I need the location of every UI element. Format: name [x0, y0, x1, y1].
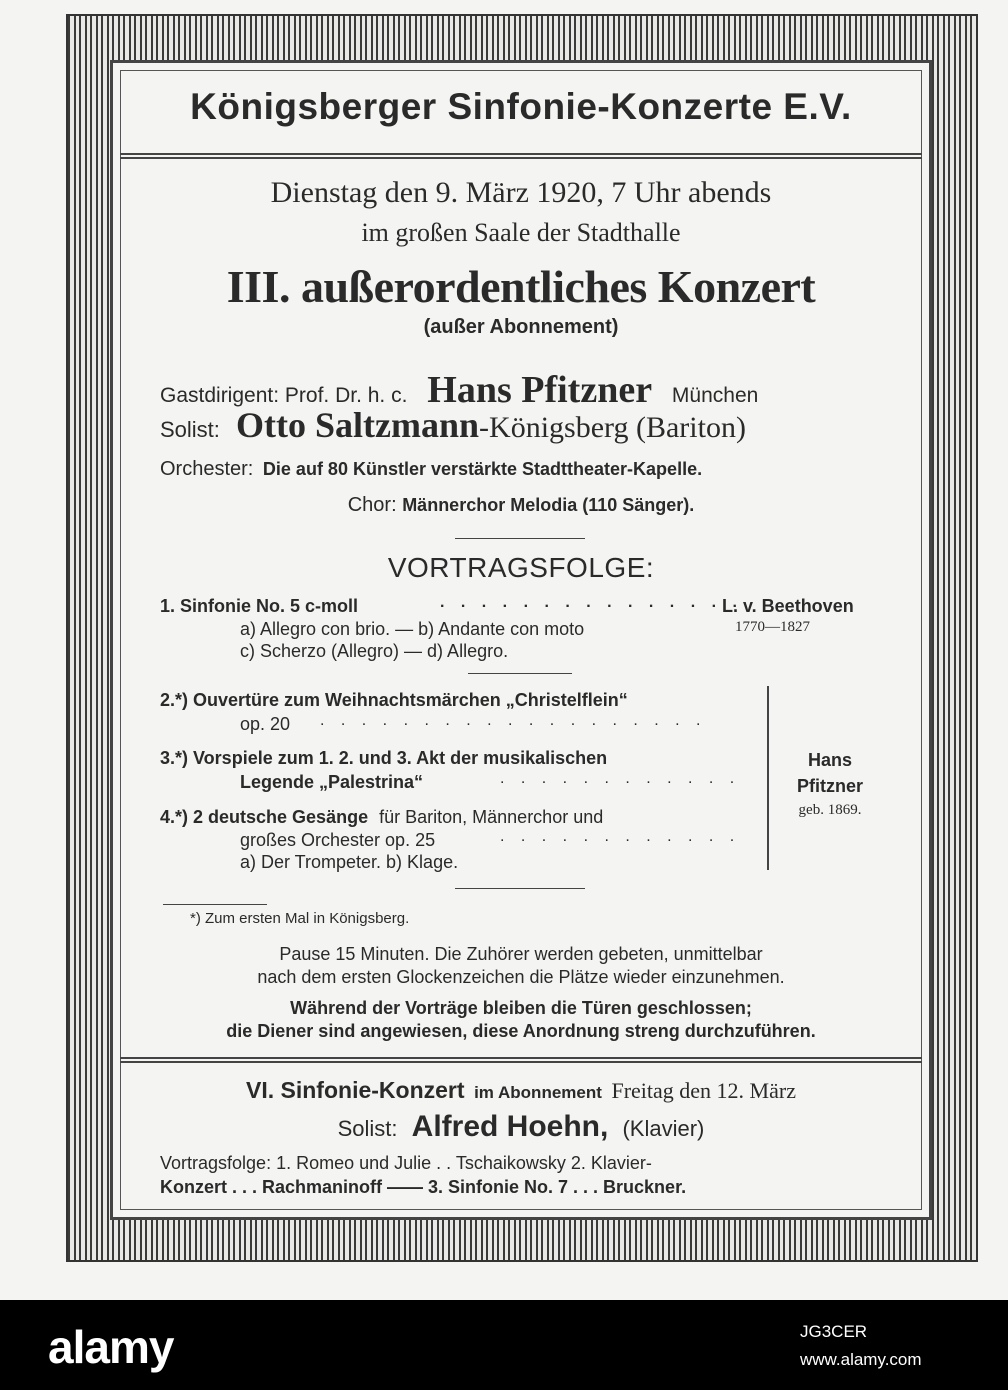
footnote-rule — [163, 904, 267, 905]
item1-composer: L. v. Beethoven — [722, 596, 854, 616]
watermark-bar — [0, 1300, 1008, 1390]
choir-line — [120, 494, 922, 517]
footnote: *) Zum ersten Mal in Königsberg. — [190, 910, 410, 927]
next-concert-title — [120, 1077, 922, 1104]
event-date: Dienstag den 9. März 1920, 7 Uhr abends — [270, 176, 772, 209]
society-title: Königsberger Sinfonie-Konzerte E.V. — [190, 86, 852, 127]
choir-label: Chor: — [347, 494, 397, 516]
item4-scoring: für Bariton, Männerchor und — [379, 807, 604, 827]
soloist-rest: -Königsberg (Bariton) — [479, 411, 746, 444]
next-concert-name: VI. Sinfonie-Konzert — [246, 1077, 465, 1103]
brace-born: geb. 1869. — [798, 802, 862, 818]
item3-line1: 3.*) Vorspiele zum 1. 2. und 3. Akt der musikalischen — [160, 748, 608, 768]
item1-movements-2: c) Scherzo (Allegro) — d) Allegro. — [240, 641, 509, 661]
next-concert-abo: im Abonnement — [474, 1083, 602, 1102]
watermark-image-code: JG3CER — [800, 1322, 868, 1341]
item4-line1 — [160, 807, 603, 828]
doors-line-2: die Diener sind angewiesen, diese Anordnung streng durchzuführen. — [226, 1021, 816, 1041]
conductor-name: Hans Pfitzner — [427, 369, 653, 411]
item1-years: 1770—1827 — [735, 619, 810, 635]
item3-line2: Legende „Palestrina“ — [240, 772, 424, 792]
item1-title: 1. Sinfonie No. 5 c-moll — [160, 596, 359, 616]
brace — [757, 686, 769, 870]
item1-movements-1: a) Allegro con brio. — b) Andante con moto — [240, 619, 585, 639]
watermark-url: www.alamy.com — [800, 1350, 922, 1369]
next-soloist-instrument: (Klavier) — [622, 1116, 705, 1141]
watermark-logo: alamy — [48, 1321, 174, 1373]
soloist-label: Solist: — [160, 417, 220, 442]
divider — [455, 538, 585, 539]
dot-leader: . . . . . . . . . . . . — [500, 770, 741, 787]
soloist-line — [160, 404, 746, 446]
concert-subtitle: (außer Abonnement) — [423, 316, 619, 338]
orchestra-label: Orchester: — [160, 458, 254, 480]
orchestra-text: Die auf 80 Künstler verstärkte Stadttheater-Kapelle. — [262, 459, 703, 479]
soloist-name: Otto Saltzmann — [236, 405, 480, 445]
item2-line1: 2.*) Ouvertüre zum Weihnachtsmärchen „Christelflein“ — [160, 690, 628, 710]
dot-leader: . . . . . . . . . . . . — [500, 828, 741, 845]
next-concert-date: Freitag den 12. März — [611, 1078, 796, 1103]
conductor-label: Gastdirigent: Prof. Dr. h. c. — [160, 384, 408, 407]
conductor-city: München — [671, 384, 759, 407]
item4-line3: a) Der Trompeter. b) Klage. — [240, 852, 459, 872]
choir-text: Männerchor Melodia (110 Sänger). — [402, 495, 695, 515]
footer-rule — [120, 1057, 922, 1063]
pause-line-1: Pause 15 Minuten. Die Zuhörer werden gebeten, unmittelbar — [279, 944, 763, 964]
divider — [468, 673, 572, 674]
pause-line-2: nach dem ersten Glockenzeichen die Plätze wieder einzunehmen. — [257, 967, 785, 987]
item4-title: 4.*) 2 deutsche Gesänge — [160, 807, 369, 827]
next-program-line-1: Vortragsfolge: 1. Romeo und Julie . . Tschaikowsky 2. Klavier- — [160, 1153, 652, 1173]
brace-name-1: Hans — [807, 750, 852, 770]
event-venue: im großen Saale der Stadthalle — [361, 218, 681, 247]
next-soloist-line — [120, 1110, 922, 1144]
item4-line2: großes Orchester op. 25 — [240, 830, 436, 850]
next-soloist-name: Alfred Hoehn, — [411, 1110, 609, 1143]
doors-line-1: Während der Vorträge bleiben die Türen geschlossen; — [290, 998, 752, 1018]
dot-leader: . . . . . . . . . . . . . . . — [440, 594, 743, 611]
brace-name-2: Pfitzner — [796, 776, 863, 796]
concert-title: III. außerordentliches Konzert — [226, 261, 816, 312]
dot-leader: . . . . . . . . . . . . . . . . . . . — [320, 712, 707, 729]
program-heading: VORTRAGSFOLGE: — [387, 552, 655, 583]
next-soloist-label: Solist: — [337, 1116, 398, 1141]
orchestra-line — [160, 458, 702, 481]
next-program-line-2: Konzert . . . Rachmaninoff —— 3. Sinfonie No. 7 . . . Bruckner. — [160, 1177, 687, 1197]
divider — [455, 888, 585, 889]
header-rule — [120, 153, 922, 159]
item2-line2: op. 20 — [240, 714, 291, 734]
